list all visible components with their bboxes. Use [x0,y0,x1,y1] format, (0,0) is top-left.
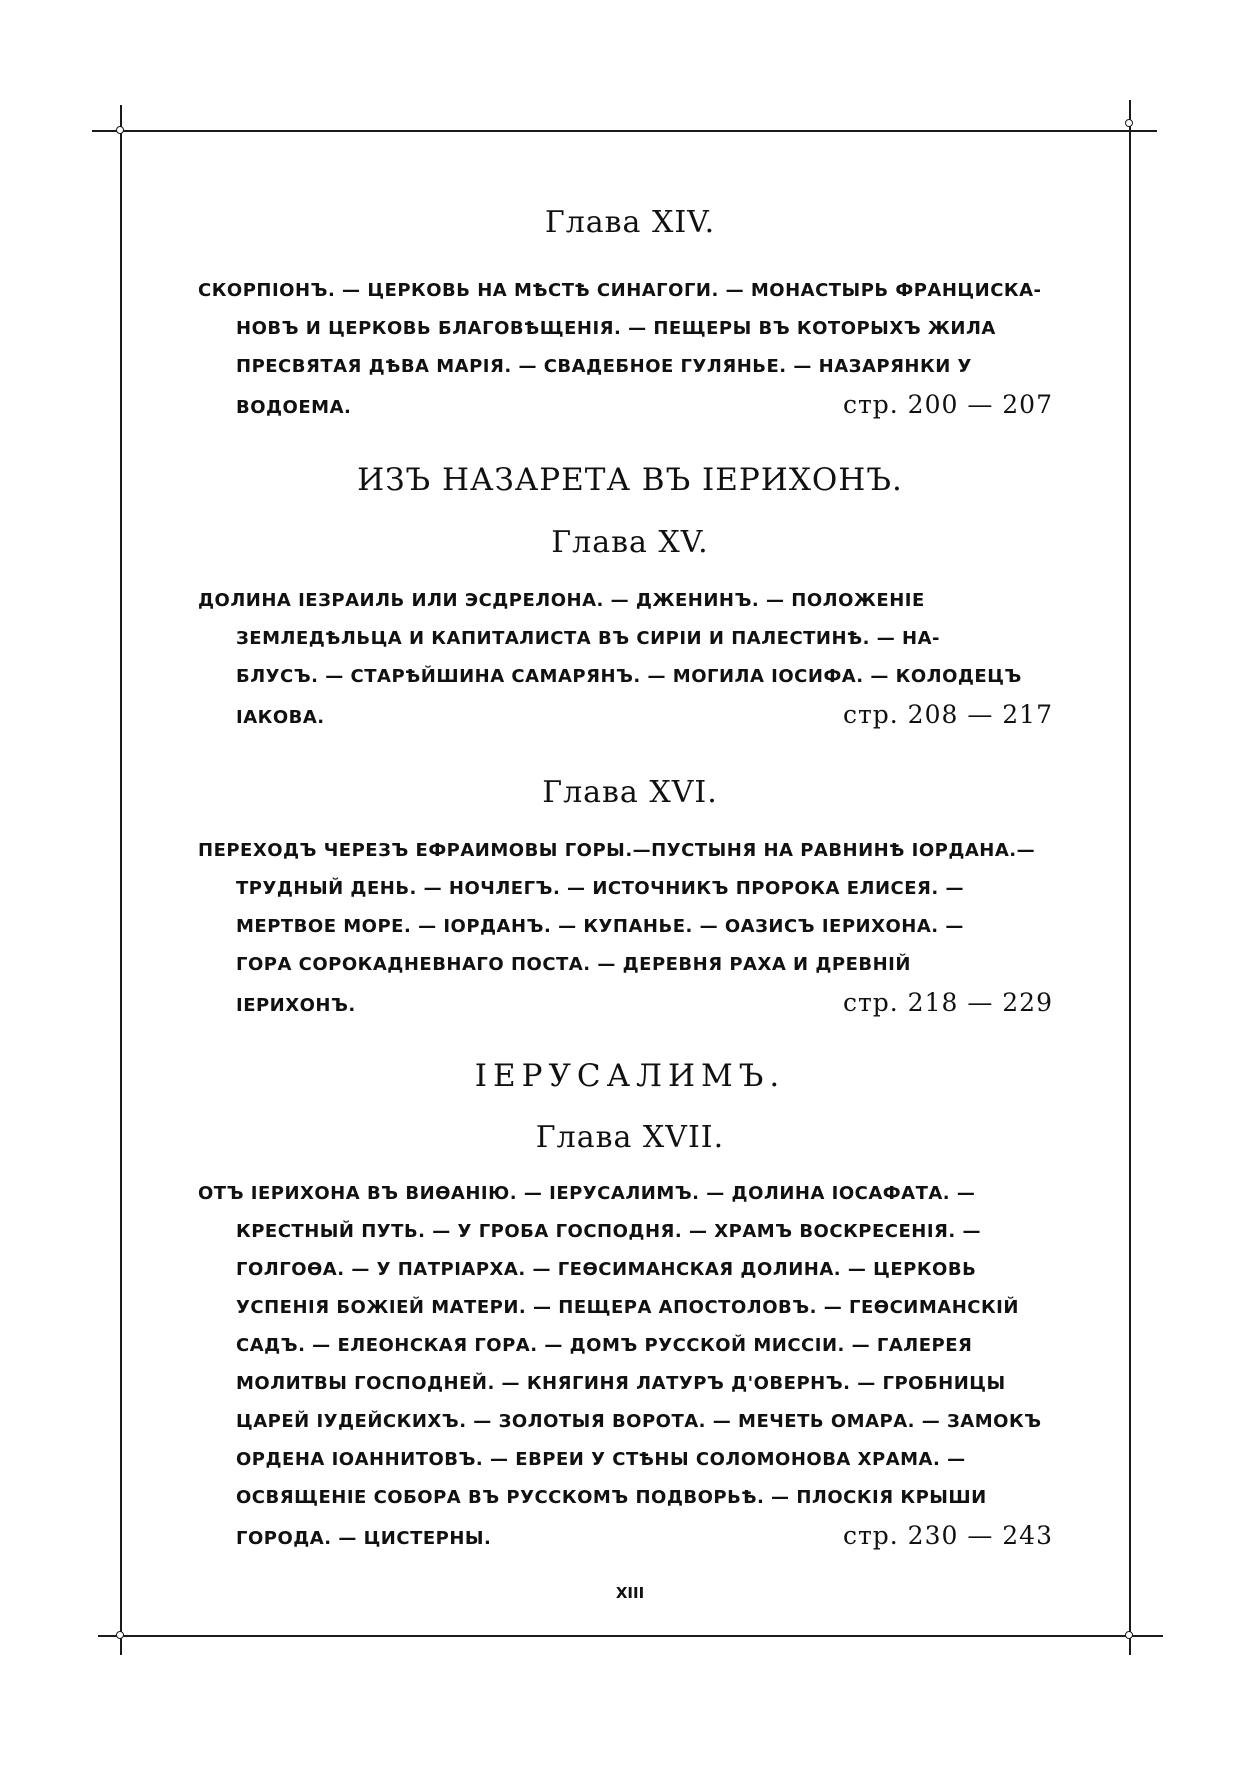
frame-bottom-rule [98,1635,1163,1637]
summary-line: ПЕРЕХОДЪ ЧЕРЕЗЪ ЕФРАИМОВЫ ГОРЫ.—ПУСТЫНЯ НА РАВНИНѢ ІОРДАНА.— [198,840,1036,861]
page-range: стр. 200 — 207 [842,390,1053,419]
summary-line: ЗЕМЛЕДѢЛЬЦА И КАПИТАЛИСТА ВЪ СИРІИ И ПАЛЕСТИНѢ. — НА- [236,628,941,649]
summary-line: БЛУСЪ. — СТАРѢЙШИНА САМАРЯНЪ. — МОГИЛА ІОСИФА. — КОЛОДЕЦЪ [236,666,1022,687]
frame-corner-ornament [1125,1631,1133,1639]
summary-last-line [198,1517,1053,1558]
summary-last-line [198,696,1053,737]
summary-line: КРЕСТНЫЙ ПУТЬ. — У ГРОБА ГОСПОДНЯ. — ХРАМЪ ВОСКРЕСЕНІЯ. — [236,1221,982,1242]
chapter-16-heading: Глава XVI. [542,775,718,810]
part-title: ІЕРУСАЛИМЪ. [474,1058,786,1094]
summary-line: ЦАРЕЙ ІУДЕЙСКИХЪ. — ЗОЛОТЫЯ ВОРОТА. — МЕЧЕТЬ ОМАРА. — ЗАМОКЪ [236,1411,1042,1432]
chapter-15-heading: Глава XV. [551,525,709,560]
summary-line: ГОЛГОѲА. — У ПАТРІАРХА. — ГЕѲСИМАНСКАЯ ДОЛИНА. — ЦЕРКОВЬ [236,1259,977,1280]
summary-line: ПРЕСВЯТАЯ ДѢВА МАРІЯ. — СВАДЕБНОЕ ГУЛЯНЬЕ. — НАЗАРЯНКИ У [236,356,972,377]
summary-last-line [198,386,1053,427]
frame-corner-ornament [116,1631,124,1639]
summary-line: ІЕРИХОНЪ. [236,995,356,1016]
summary-line: ГОРА СОРОКАДНЕВНАГО ПОСТА. — ДЕРЕВНЯ РАХА И ДРЕВНІЙ [236,954,911,975]
summary-line: ВОДОЕМА. [236,397,352,418]
page-range: стр. 218 — 229 [842,988,1053,1017]
summary-line: ОТЪ ІЕРИХОНА ВЪ ВИѲАНІЮ. — ІЕРУСАЛИМЪ. — ДОЛИНА ІОСАФАТА. — [198,1183,976,1204]
page-range: стр. 208 — 217 [842,700,1053,729]
summary-line: МОЛИТВЫ ГОСПОДНЕЙ. — КНЯГИНЯ ЛАТУРЪ Д'ОВЕРНЪ. — ГРОБНИЦЫ [236,1373,1006,1394]
summary-line: ТРУДНЫЙ ДЕНЬ. — НОЧЛЕГЪ. — ИСТОЧНИКЪ ПРОРОКА ЕЛИСЕЯ. — [236,878,964,899]
frame-right-rule [1129,100,1131,1655]
page-number: XIII [615,1584,645,1602]
chapter-14-heading: Глава XIV. [544,205,716,240]
frame-left-rule [120,105,122,1655]
frame-top-rule [92,130,1157,132]
frame-corner-ornament [116,126,124,134]
summary-line: ДОЛИНА ІЕЗРАИЛЬ ИЛИ ЭСДРЕЛОНА. — ДЖЕНИНЪ. — ПОЛОЖЕНІЕ [198,590,925,611]
summary-line: ГОРОДА. — ЦИСТЕРНЫ. [236,1528,492,1549]
chapter-16-summary [198,832,1053,1025]
summary-line: УСПЕНІЯ БОЖІЕЙ МАТЕРИ. — ПЕЩЕРА АПОСТОЛОВЪ. — ГЕѲСИМАНСКІЙ [236,1297,1019,1318]
summary-line: ІАКОВА. [236,707,325,728]
frame-corner-ornament [1125,119,1133,127]
chapter-17-summary [198,1175,1053,1558]
chapter-17-heading: Глава XVII. [535,1120,725,1155]
summary-line: ОРДЕНА ІОАННИТОВЪ. — ЕВРЕИ У СТѢНЫ СОЛОМОНОВА ХРАМА. — [236,1449,966,1470]
summary-line: САДЪ. — ЕЛЕОНСКАЯ ГОРА. — ДОМЪ РУССКОЙ МИССІИ. — ГАЛЕРЕЯ [236,1335,973,1356]
chapter-15-summary [198,582,1053,737]
summary-line: ОСВЯЩЕНІЕ СОБОРА ВЪ РУССКОМЪ ПОДВОРЬѢ. — ПЛОСКІЯ КРЫШИ [236,1487,987,1508]
summary-last-line [198,984,1053,1025]
summary-line: МЕРТВОЕ МОРЕ. — ІОРДАНЪ. — КУПАНЬЕ. — ОАЗИСЪ ІЕРИХОНА. — [236,916,964,937]
chapter-14-summary [198,272,1053,427]
page-range: стр. 230 — 243 [842,1521,1053,1550]
summary-line: НОВЪ И ЦЕРКОВЬ БЛАГОВѢЩЕНІЯ. — ПЕЩЕРЫ ВЪ КОТОРЫХЪ ЖИЛА [236,318,996,339]
part-title: ИЗЪ НАЗАРЕТА ВЪ ІЕРИХОНЪ. [357,462,903,498]
summary-line: СКОРПІОНЪ. — ЦЕРКОВЬ НА МѢСТѢ СИНАГОГИ. — МОНАСТЫРЬ ФРАНЦИСКА- [198,280,1042,301]
